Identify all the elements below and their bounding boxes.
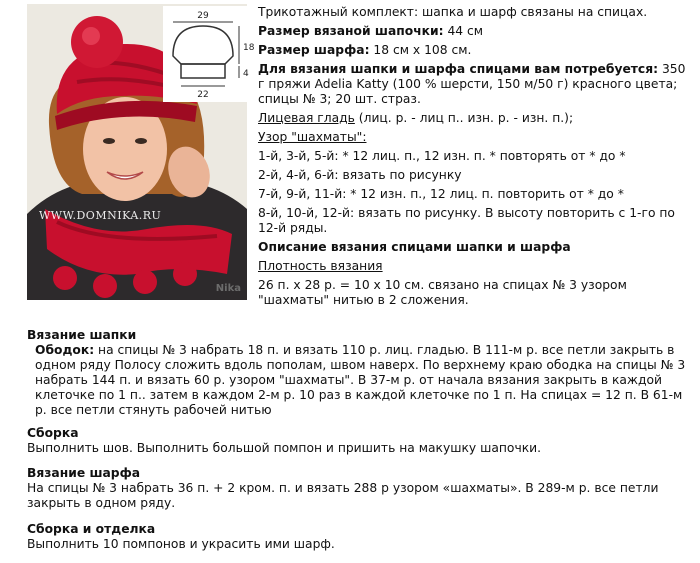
assembly-text: Выполнить шов. Выполнить большой помпон и пришить на макушку шапочки. (27, 441, 542, 455)
hat-size-diagram (163, 6, 255, 102)
assembly-section (27, 426, 691, 456)
hat-heading: Вязание шапки (27, 328, 137, 342)
photo-watermark: WWW.DOMNIKA.RU (39, 209, 162, 222)
hat-band-paragraph (27, 343, 691, 418)
hat-band-text: на спицы № 3 набрать 18 п. и вязать 110 р. лиц. гладью. В 111-м р. все петли закрыть в одном ряду Полосу сложить вдоль пополам, швом наверх. По верхнему краю ободка на спицы № 3 набрать 144 п. и вязать 60 р. узором "шахматы". В 37-м р. от начала вязания закрыть в каждой клеточке по 1 п.. затем в каждом 2-м р. 10 раз в каждой клеточке по 1 п. На спицах = 12 п. В 61-м р. все петли стянуть рабочей нитью (35, 343, 686, 417)
stockinette-line (258, 111, 688, 126)
hat-size-label: Размер вязаной шапочки: (258, 24, 444, 38)
finishing-heading: Сборка и отделка (27, 522, 156, 536)
pattern-row: 8-й, 10-й, 12-й: вязать по рисунку. В высоту повторить с 1-го по 12-й ряды. (258, 206, 675, 235)
scarf-section (27, 466, 691, 511)
intro-column (258, 5, 688, 308)
hat-section (27, 328, 691, 418)
diagram-top-width: 29 (197, 11, 209, 21)
hat-shape-drawing (163, 6, 255, 102)
photo-signature: Nika (215, 283, 241, 294)
gauge-value: 26 п. х 28 р. = 10 х 10 см. связано на спицах № 3 узором "шахматы" нитью в 2 сложения. (258, 278, 627, 307)
stockinette-label: Лицевая гладь (258, 111, 355, 125)
scarf-size-line (258, 43, 688, 58)
intro-title: Трикотажный комплект: шапка и шарф связаны на спицах. (258, 5, 648, 19)
pattern-row: 7-й, 9-й, 11-й: * 12 изн. п., 12 лиц. п. повторить от * до * (258, 187, 624, 201)
gauge-label: Плотность вязания (258, 259, 383, 273)
assembly-heading: Сборка (27, 426, 79, 440)
finishing-section (27, 522, 691, 552)
materials-value: 350 г пряжи Adelia Katty (100 % шерсти, 150 м/50 г) красного цвета; спицы № 3; 20 шт. страз. (258, 62, 686, 106)
description-heading: Описание вязания спицами шапки и шарфа (258, 240, 571, 254)
diagram-side-height: 18 (243, 43, 255, 53)
pattern-row: 1-й, 3-й, 5-й: * 12 лиц. п., 12 изн. п. * повторять от * до * (258, 149, 626, 163)
materials-label: Для вязания шапки и шарфа спицами вам потребуется: (258, 62, 659, 76)
pattern-label: Узор "шахматы": (258, 130, 367, 144)
stockinette-value: (лиц. р. - лиц п.. изн. р. - изн. п.); (354, 111, 574, 125)
scarf-text: На спицы № 3 набрать 36 п. + 2 кром. п. и вязать 288 р узором «шахматы». В 289-м р. все петли закрыть в одном ряду. (27, 481, 659, 510)
hat-band-label: Ободок: (35, 343, 95, 357)
scarf-size-value: 18 см х 108 см. (369, 43, 472, 57)
materials-line (258, 62, 688, 107)
pattern-row: 2-й, 4-й, 6-й: вязать по рисунку (258, 168, 462, 182)
diagram-side-small: 4 (243, 69, 249, 79)
scarf-heading: Вязание шарфа (27, 466, 141, 480)
hat-size-value: 44 см (443, 24, 484, 38)
scarf-size-label: Размер шарфа: (258, 43, 370, 57)
finishing-text: Выполнить 10 помпонов и украсить ими шарф. (27, 537, 335, 551)
hat-size-line (258, 24, 688, 39)
diagram-bottom-width: 22 (197, 90, 209, 100)
